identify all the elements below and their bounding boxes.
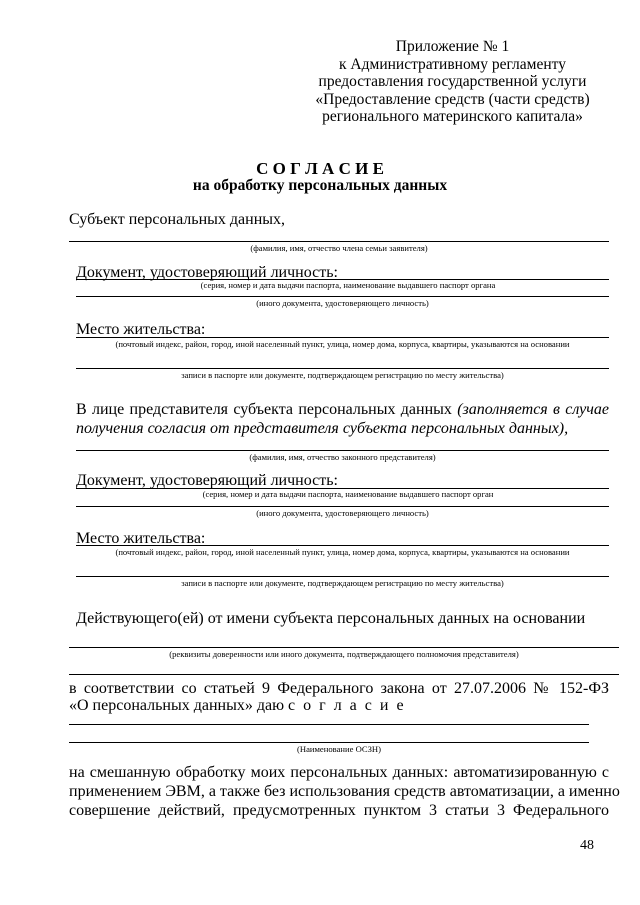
consent-text: «О персональных данных» даю — [69, 697, 285, 714]
representative-line-2: получения согласия от представителя субъекта персональных данных), — [76, 420, 569, 437]
addr2-label: Место жительства: — [76, 530, 206, 547]
addr1-line[interactable] — [76, 337, 609, 338]
processing-line-2: применением ЭВМ, а также без использования средств автоматизации, а именно — [69, 783, 620, 800]
page-number: 48 — [580, 838, 594, 853]
oszn-line[interactable] — [69, 724, 589, 725]
oszn-caption: (Наименование ОСЗН) — [297, 744, 381, 754]
document-title: С О Г Л А С И Е — [256, 159, 384, 178]
doc2-caption-2: (иного документа, удостоверяющего личность) — [256, 508, 429, 518]
representative-line-1 — [76, 401, 609, 419]
header-line-1: Приложение № 1 — [395, 38, 510, 55]
oszn-line-2[interactable] — [69, 742, 589, 743]
acting-basis-line-2[interactable] — [69, 674, 619, 675]
processing-line-1: на смешанную обработку моих персональных данных: автоматизированную с — [69, 764, 609, 781]
consent-word: с о г л а с и е — [288, 697, 406, 714]
header-line-5: регионального материнского капитала» — [322, 108, 583, 125]
consent-line-1: в соответствии со статьей 9 Федерального закона от 27.07.2006 № 152-ФЗ — [69, 680, 609, 697]
acting-basis-line[interactable] — [69, 647, 619, 648]
subject-name-line[interactable] — [69, 241, 609, 242]
header-line-3: предоставления государственной услуги — [318, 73, 587, 90]
representative-caption: (фамилия, имя, отчество законного представителя) — [249, 452, 436, 462]
subject-caption: (фамилия, имя, отчество члена семьи заявителя) — [250, 243, 428, 253]
addr2-line-2[interactable] — [76, 576, 609, 577]
processing-line-3: совершение действий, предусмотренных пунктом 3 статьи 3 Федерального — [69, 802, 609, 819]
representative-note: (заполняется в случае — [457, 401, 609, 418]
doc1-caption-1: (серия, номер и дата выдачи паспорта, наименование выдавшего паспорт органа — [200, 280, 496, 290]
representative-name-line[interactable] — [76, 450, 609, 451]
doc1-caption-2: (иного документа, удостоверяющего личность) — [256, 298, 429, 308]
addr1-caption-1: (почтовый индекс, район, город, иной населенный пункт, улица, номер дома, корпуса, квартиры, указываются на основании — [115, 339, 570, 349]
doc1-line-2[interactable] — [76, 296, 609, 297]
addr2-line[interactable] — [76, 545, 609, 546]
addr1-caption-2: записи в паспорте или документе, подтверждающем регистрацию по месту жительства) — [181, 370, 504, 380]
consent-line-2 — [69, 697, 406, 715]
appendix-header — [300, 38, 605, 126]
acting-label: Действующего(ей) от имени субъекта персональных данных на основании — [76, 610, 586, 627]
doc2-caption-1: (серия, номер и дата выдачи паспорта, наименование выдавшего паспорт орган — [202, 489, 494, 499]
doc2-line-2[interactable] — [76, 506, 609, 507]
doc1-label: Документ, удостоверяющий личность: — [76, 264, 338, 281]
addr2-caption-1: (почтовый индекс, район, город, иной населенный пункт, улица, номер дома, корпуса, квартиры, указываются на основании — [115, 547, 570, 557]
doc2-label: Документ, удостоверяющий личность: — [76, 472, 338, 489]
header-line-4: «Предоставление средств (части средств) — [315, 90, 590, 108]
addr2-caption-2: записи в паспорте или документе, подтверждающем регистрацию по месту жительства) — [181, 578, 504, 588]
addr1-label: Место жительства: — [76, 321, 206, 338]
acting-caption: (реквизиты доверенности или иного документа, подтверждающего полномочия представителя) — [169, 649, 519, 659]
document-subtitle: на обработку персональных данных — [192, 177, 448, 194]
addr1-line-2[interactable] — [76, 368, 609, 369]
header-line-2: к Административному регламенту — [339, 55, 566, 73]
subject-label: Субъект персональных данных, — [69, 211, 286, 228]
representative-text: В лице представителя субъекта персональных данных — [76, 401, 452, 418]
